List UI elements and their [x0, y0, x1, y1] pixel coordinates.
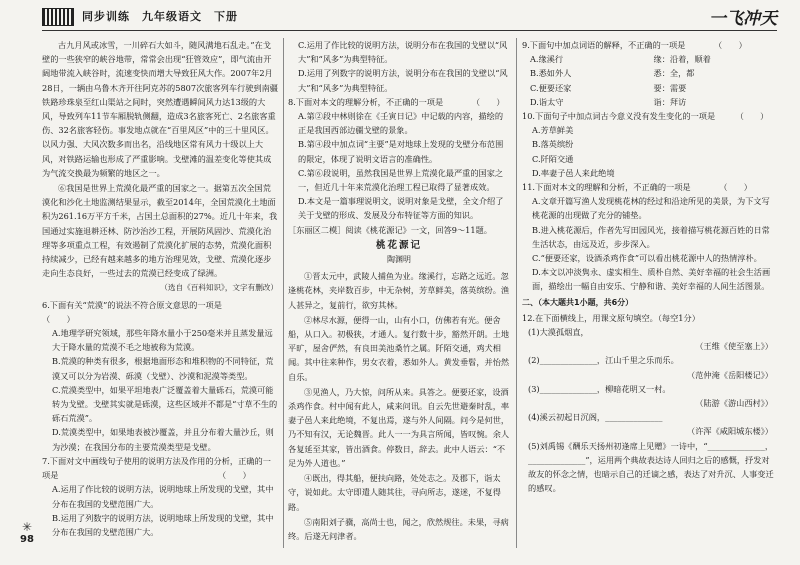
option-a: A.文章开篇写渔人发现桃花林的经过和沿途所见的美景，为下文写桃花源的出现做了充分的铺垫。 — [532, 196, 770, 221]
question-10: 10.下面句子中加点词古今意义没有发生变化的一项是 （ ） — [522, 111, 769, 122]
section-heading: 二、（本大题共1小题，共6分） — [522, 297, 634, 307]
fill-blank-line[interactable]: (3)______________，柳暗花明又一村。 — [528, 383, 671, 394]
fill-attribution: （许浑《咸阳城东楼》） — [687, 426, 773, 437]
fill-attribution: （王维《使至塞上》） — [695, 341, 773, 352]
fill-blank-line[interactable]: (2)______________，江山千里之乐而乐。 — [528, 355, 679, 366]
question-11: 11.下面对本文的理解和分析，不正确的一项是 （ ） — [522, 182, 752, 193]
option-d: D.本文是一篇事理说明文，说明对象是戈壁，全文介绍了关于戈壁的形成、发展及分布特征等方面的知识。 — [298, 196, 504, 221]
column-right — [522, 38, 777, 548]
fill-attribution: （范仲淹《岳阳楼记》） — [687, 369, 773, 380]
option-c: C.“便要还家，设酒杀鸡作食”可以看出桃花源中人的热情淳朴。 — [532, 253, 762, 264]
option-c: C.阡陌交通 — [532, 153, 574, 164]
option-c: C.第⑥段说明，虽然我国是世界上荒漠化最严重的国家之一，但近几十年来荒漠化治理工程已取得了显著成效。 — [298, 167, 504, 193]
passage-paragraph: ⑤南阳刘子骥，高尚士也，闻之，欣然规往。未果，寻病终。后遂无问津者。 — [288, 516, 509, 541]
passage-paragraph: ④既出，得其船，便扶向路，处处志之。及郡下，诣太守，说如此。太守即遣人随其往，寻向所志，遂迷，不复得路。 — [288, 473, 501, 512]
question-9-options — [522, 52, 777, 109]
brand-logo: 一飞冲天 — [709, 9, 777, 29]
option-c: C.运用了作比较的说明方法，说明分布在我国的戈壁以“风大”和“风多”为典型特征。 — [298, 40, 508, 65]
option-a: A.芳草鲜美 — [532, 125, 574, 136]
option-a: A.地理学研究领域，那些年降水量小于250毫米并且蒸发量远大于降水量的荒漠不毛之地被称为荒漠。 — [52, 328, 273, 353]
option-a: A.第②段中林则徐在《壬寅日记》中记载的内容，描绘的正是我国西部边疆戈壁的景象。 — [298, 111, 504, 136]
option-a-gloss: 缘：沿着，顺着 — [653, 54, 711, 65]
option-c: C.荒漠类型中，如果平坦地表广泛覆盖着大量砾石，荒漠可能转为戈壁。戈壁其实就是砾漠，这些区域并不都是“寸草不生的砾石荒漠”。 — [52, 384, 278, 424]
option-d: D.运用了列数字的说明方法，说明分布在我国的戈壁以“风大”和“风多”为典型特征。 — [298, 68, 508, 93]
question-6: 6.下面有关“荒漠”的说法不符合原文意思的一项是 （ ） — [42, 299, 255, 324]
reading-paragraph: 古九月风或冰雪，一川碎石大如斗，随风满地石乱走。”在戈壁的一些狭窄的峡谷地带，常常会出现“狂管效应”，即气流由开阔地带流入峡谷时，流速变快而增大导致狂风大作。2007年2月28日，一辆由乌鲁木齐开往阿克苏的5807次旅客列车行驶到南疆铁路珍珠泉至红山渠站之间时，突然遭遇瞬间风力达13级的大风，导致列车11节车厢脱轨侧翻，造成3名旅客死亡、2名旅客重伤、32名旅客轻伤。事发地点就在“百里风区”中的三十里风区。以风力强、大风次数多而出名，沿线地区常有风力十级以上大风，对铁路运输也形成了严重影响。戈壁滩的温差变化等使其成为气流交换最为频繁的地区之一。 — [42, 40, 278, 178]
option-c: C.便要还家 — [530, 82, 572, 93]
fill-blank-line[interactable]: (4)溪云初起日沉阁，______________ — [528, 412, 663, 423]
reading-paragraph: ⑥我国是世界上荒漠化最严重的国家之一。据第五次全国荒漠化和沙化土地监测结果显示，截至2014年，全国荒漠化土地面积为261.16万平方千米，占国土总面积的27%。近几十年来，我国通过实施退耕还林、防沙治沙工程，开展防风固沙、荒漠化治理等多项重点工程，有效遏制了荒漠化扩展的态势，荒漠化面积持续减少，已经有越来越多的地方治理见效，戈壁、荒漠化逐步走向生态良好，一些过去的荒漠已经变成了绿洲。 — [42, 183, 278, 279]
passage-paragraph: ①晋太元中，武陵人捕鱼为业。缘溪行，忘路之远近。忽逢桃花林，夹岸数百步，中无杂树，芳草鲜美，落英缤纷。渔人甚异之，复前行，欲穷其林。 — [288, 271, 510, 310]
passage-title: 桃花源记 — [375, 239, 422, 251]
passage-author: 陶渊明 — [387, 255, 411, 265]
fill-attribution: （陆游《游山西村》） — [695, 398, 773, 409]
fill-blank-line[interactable]: (5)刘禹锡《酬乐天扬州初逢席上见赠》一诗中，“______________，______________”，运用两个典故表达诗人回归之后的感慨，抒发对故友的怀念之情，也暗示自己的迁谪之感，表达了对升沉、人事变迁的感叹。 — [528, 440, 774, 494]
header-divider — [42, 30, 777, 31]
option-d: D.本文以冲淡隽永、虚实相生、质朴自然、美好幸福的社会生活画面，描绘出一幅自由安乐、宁静和谐、美好幸福的人间生活图景。 — [532, 267, 771, 292]
header-title: 同步训练 九年级语文 下册 — [82, 10, 238, 23]
question-7: 7.下面对文中画线句子使用的说明方法及作用的分析，正确的一项是 （ ） — [42, 455, 271, 481]
option-d: D.率妻子邑人来此绝境 — [532, 167, 615, 178]
page-number: 98 — [20, 534, 34, 545]
option-b: B.进入桃花源后，作者先写田园风光，接着描写桃花源百姓的日常生活状态，由远及近，步步深入。 — [532, 224, 770, 249]
option-c-gloss: 要：需要 — [653, 82, 687, 93]
book-logo-icon — [42, 8, 74, 26]
option-b: B.落英缤纷 — [532, 139, 574, 150]
column-left — [42, 38, 278, 548]
passage-paragraph: ②林尽水源，便得一山，山有小口，仿佛若有光。便舍船，从口入。初极狭，才通人。复行数十步，豁然开朗。土地平旷，屋舍俨然，有良田美池桑竹之属。阡陌交通，鸡犬相闻。其中往来种作，男女衣着，悉如外人。黄发垂髫，并怡然自乐。 — [288, 314, 510, 382]
option-b: B.悉如外人 — [530, 68, 572, 79]
passage-paragraph: ③见渔人，乃大惊，问所从来。具答之。便要还家，设酒杀鸡作食。村中闻有此人，咸来问讯。自云先世避秦时乱，率妻子邑人来此绝境，不复出焉，遂与外人间隔。问今是何世，乃不知有汉，无论魏晋。此人一一为具言所闻，皆叹惋。余人各复延至其家，皆出酒食。停数日，辞去。此中人语云：“不足为外人道也。” — [288, 386, 510, 468]
source-note: （选自《百科知识》，文字有删改） — [160, 283, 278, 293]
question-12: 12.在下面横线上，用课文原句填空。（每空1分） — [522, 312, 700, 323]
column-middle — [288, 38, 510, 548]
option-b: B.运用了列数字的说明方法，说明地球上所发现的戈壁，其中分布在我国的戈壁范围广大。 — [52, 512, 274, 537]
option-b: B.荒漠的种类有很多，根据地面形态和堆积物的不同特征，荒漠又可以分为岩漠、砾漠（戈壁）、沙漠和泥漠等类型。 — [52, 356, 274, 381]
column-divider — [283, 38, 284, 548]
option-a: A.缘溪行 — [530, 54, 564, 65]
option-d: D.荒漠类型中，如果地表被沙覆盖，并且分布着大量沙丘，则为沙漠；在我国分布的主要荒漠类型是戈壁。 — [52, 427, 274, 452]
option-a: A.运用了作比较的说明方法，说明地球上所发现的戈壁，其中分布在我国的戈壁范围广大。 — [52, 484, 274, 509]
page-header — [42, 6, 777, 30]
question-8: 8.下面对本文的理解分析，不正确的一项是 （ ） — [288, 96, 505, 107]
option-b-gloss: 悉：全，都 — [653, 68, 695, 79]
option-b: B.第④段中加点词“主要”是对地球上发现的戈壁分布范围的限定，体现了说明文语言的准确性。 — [298, 139, 504, 164]
decorative-star-icon: ✳ — [22, 520, 33, 534]
column-divider — [516, 38, 517, 548]
question-9: 9.下面句中加点词语的解释，不正确的一项是 （ ） — [522, 40, 747, 50]
option-d-gloss: 诣：拜访 — [653, 96, 687, 107]
fill-blank-line[interactable]: (1)大漠孤烟直， — [528, 327, 589, 338]
option-d: D.诣太守 — [530, 96, 564, 107]
exam-label: ［东丽区二模］阅读《桃花源记》一文，回答9～11题。 — [288, 224, 492, 235]
